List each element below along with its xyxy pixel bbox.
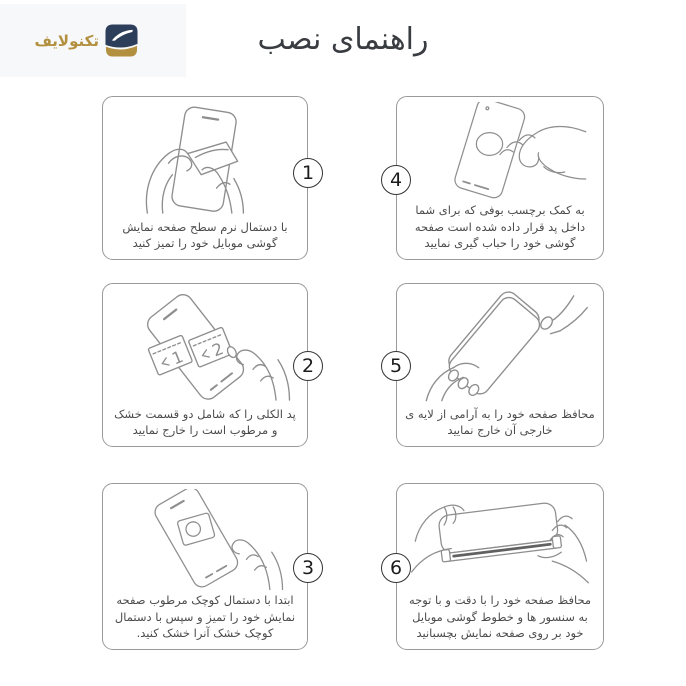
caption-line: نمایش خود را تمیز و سپس با دستمال [114,609,296,624]
step-6-number: 6 [389,557,403,579]
caption-line: محافظ صفحه خود را با دقت و با توجه [408,592,592,607]
right-hand [237,350,277,400]
step-4-number-badge [381,165,411,195]
apply-protector-illustration [403,489,597,590]
step-6-caption [403,592,597,649]
step-2-caption [108,406,302,446]
step-2-illustration [103,284,307,406]
step-6-sketch [412,502,589,583]
step-2-sketch [144,291,290,403]
caption-line: خود بر روی صفحه نمایش بچسبانید [416,626,584,641]
caption-line: خارجی آن خارج نمایید [447,423,553,438]
step-6-number-badge [381,553,411,583]
caption-line: و مرطوب است را خارج نمایید [132,423,278,438]
wet-wipe-illustration [109,489,301,590]
step-5-number: 5 [389,355,403,377]
step-1-sketch [146,106,243,213]
caption-line: گوشی موبایل خود را تمیز کنید [132,236,278,251]
step-4-illustration [397,97,603,202]
step-5-sketch [426,289,587,401]
step-1-card [102,96,315,260]
step-2-number: 2 [301,355,315,377]
step-4-caption [409,202,591,259]
step-4-number: 4 [389,169,403,191]
step-5-illustration [397,284,603,406]
caption-line: به کمک برچسب بوفی که برای شما [415,202,585,217]
step-5-number-badge [381,351,411,381]
caption-line: به سنسور ها و خطوط گوشی موبایل [412,609,588,624]
step-3-illustration [103,484,307,592]
step-2-number-badge [293,351,323,381]
step-1-illustration [103,97,307,219]
step-3-number: 3 [301,557,315,579]
step-4-sketch [453,102,586,200]
step-5-caption [399,406,601,446]
brand-name: تکنولایف [34,31,99,50]
step-3-card [102,483,315,650]
caption-line: محافظ صفحه خود را به آرامی از لایه ی [405,406,595,421]
step-1-caption [116,219,293,259]
step-1-number: 1 [301,162,315,184]
wipe-cloth-illustration [109,102,301,217]
caption-line: با دستمال نرم سطح صفحه نمایش [122,219,288,234]
buff-sticker [476,133,502,156]
step-4-card [389,96,604,260]
sachet-2-label: 2 [209,338,227,361]
caption-line: پد الکلی را که شامل دو قسمت خشک [114,406,296,421]
step-1-number-badge [293,158,323,188]
step-3-number-badge [293,553,323,583]
caption-line: داخل پد قرار داده شده است صفحه [414,219,586,234]
caption-line: گوشی خود را حباب گیری نمایید [424,236,576,251]
step-5-card [389,283,604,447]
fingertip [538,315,554,332]
right-hand-fist [519,126,585,166]
sachet-1-label: 1 [169,346,186,369]
step-3-sketch [152,489,283,590]
step-3-caption [109,592,301,649]
page-title: راهنمای نصب [257,22,429,57]
caption-line: کوچک خشک آنرا خشک کنید. [136,626,274,641]
buff-sticker-illustration [403,102,597,200]
top-hand [554,296,573,319]
peel-layer-illustration [403,289,597,404]
step-6-illustration [397,484,603,592]
right-hand [565,525,587,561]
step-6-card [389,483,604,650]
caption-line: ابتدا با دستمال کوچک مرطوب صفحه [116,592,294,607]
alcohol-pads-illustration [109,289,301,404]
step-2-card [102,283,315,447]
